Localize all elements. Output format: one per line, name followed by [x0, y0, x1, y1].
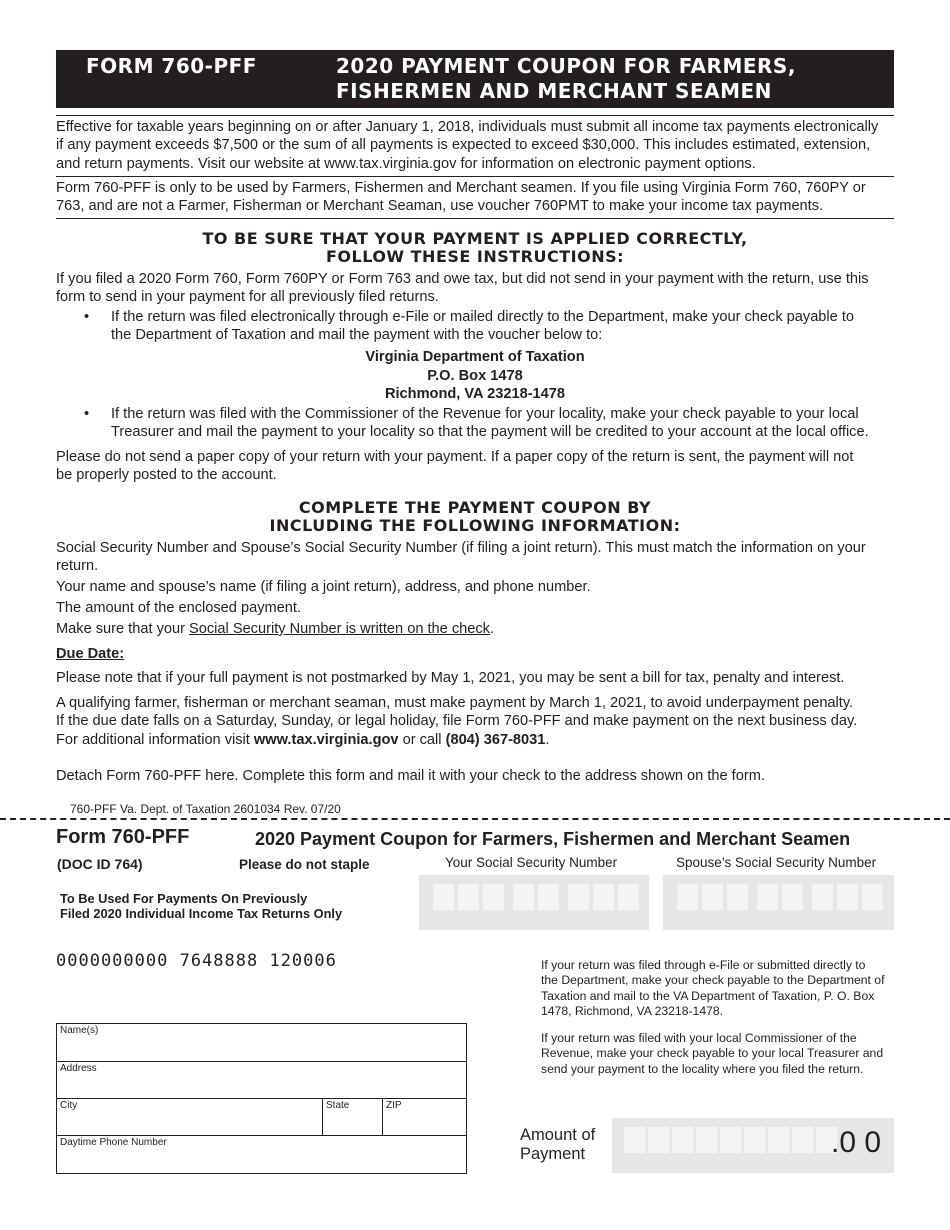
digit-cell	[513, 884, 534, 910]
digit-cell	[458, 884, 479, 910]
website-text: www.tax.virginia.gov	[253, 731, 399, 748]
detach-line	[0, 818, 950, 820]
instructions-heading	[56, 230, 894, 266]
form-header-banner	[56, 50, 894, 108]
ssn-input[interactable]	[419, 875, 649, 930]
text-span: .	[545, 731, 550, 748]
ssn-label: Your Social Security Number	[445, 855, 618, 870]
digit-cell	[672, 1127, 693, 1153]
coupon-form-label: Form 760-PFF	[56, 826, 190, 848]
zip-label: ZIP	[386, 1100, 402, 1111]
form-title-line2: FISHERMEN AND MERCHANT SEAMEN	[336, 79, 772, 103]
text-line: Social Security Number and Spouse’s Social Security Number (if filing a joint return). This must match the information on your	[56, 540, 866, 556]
state-field[interactable]	[323, 1099, 382, 1135]
coupon-info-heading	[56, 499, 894, 535]
instructions-paragraph-2	[56, 448, 896, 485]
digit-cell	[792, 1127, 813, 1153]
coupon-title: 2020 Payment Coupon for Farmers, Fishermen and Merchant Seamen	[255, 829, 851, 849]
text-span: .	[489, 621, 495, 637]
text-line: return.	[56, 558, 99, 575]
city-field[interactable]	[57, 1099, 322, 1135]
instructions-bullet-2	[111, 405, 895, 442]
digit-cell	[624, 1127, 645, 1153]
address-label: Address	[60, 1063, 97, 1074]
divider	[56, 218, 894, 219]
digit-cell	[812, 884, 833, 910]
address-line: Virginia Department of Taxation	[365, 349, 585, 365]
digit-cell	[744, 1127, 765, 1153]
text-line	[56, 731, 896, 749]
text-line: If your return was filed through e-File or submitted directly to	[541, 958, 866, 972]
text-line: Payment	[520, 1145, 586, 1163]
intro-paragraph-2	[56, 179, 896, 216]
text-line: If the return was filed with the Commissioner of the Revenue for your locality, make your check payable to your local	[111, 406, 859, 422]
address-line: P.O. Box 1478	[427, 367, 523, 384]
text-line: Filed 2020 Individual Income Tax Returns Only	[60, 906, 343, 921]
no-staple-notice: Please do not staple	[239, 857, 370, 872]
text-line: the Department of Taxation and mail the payment with the voucher below to:	[111, 327, 603, 344]
form-number: FORM 760-PFF	[86, 54, 257, 78]
coupon-usage-note	[60, 891, 342, 921]
coupon-info-ssn-check	[56, 620, 896, 638]
digit-cell	[618, 884, 639, 910]
heading-line: COMPLETE THE PAYMENT COUPON BY	[298, 498, 652, 517]
name-label: Name(s)	[60, 1025, 99, 1036]
text-line: If the return was filed electronically through e-File or mailed directly to the Department, make your check payable to	[111, 309, 855, 325]
text-line: 763, and are not a Farmer, Fisherman or Merchant Seaman, use voucher 760PMT to make your income tax payments.	[56, 198, 824, 215]
phone-text: (804) 367-8031	[445, 731, 546, 748]
zip-field[interactable]	[383, 1099, 466, 1135]
digit-cell	[696, 1127, 717, 1153]
digit-cell	[593, 884, 614, 910]
digit-cell	[720, 1127, 741, 1153]
instructions-paragraph-1	[56, 270, 896, 307]
text-span: or call	[398, 731, 446, 748]
digit-cell	[538, 884, 559, 910]
text-line: If the due date falls on a Saturday, Sunday, or legal holiday, file Form 760-PFF and make payment on the next business day.	[56, 713, 858, 730]
digit-cell	[433, 884, 454, 910]
text-line: Revenue, make your check payable to your local Treasurer and	[541, 1046, 884, 1061]
mailing-address	[56, 348, 894, 404]
form-title-line1: 2020 PAYMENT COUPON FOR FARMERS,	[336, 54, 796, 78]
digit-cell	[568, 884, 589, 910]
detach-instruction: Detach Form 760-PFF here. Complete this form and mail it with your check to the address shown on the form.	[56, 768, 765, 784]
address-line: Richmond, VA 23218-1478	[384, 386, 566, 402]
digit-cell	[702, 884, 723, 910]
text-line: If you filed a 2020 Form 760, Form 760PY or Form 763 and owe tax, but did not send in your payment with the return, use this	[56, 271, 869, 287]
coupon-info-name: Your name and spouse’s name (if filing a joint return), address, and phone number.	[56, 579, 591, 595]
digit-cell	[727, 884, 748, 910]
local-treasurer-note	[541, 1031, 887, 1077]
scan-line: 0000000000 7648888 120006	[56, 951, 337, 971]
text-line: If your return was filed with your local Commissioner of the	[541, 1031, 857, 1045]
name-field[interactable]	[57, 1024, 466, 1061]
digit-cell	[648, 1127, 669, 1153]
text-line: Amount of	[520, 1126, 596, 1144]
intro-paragraph-1	[56, 118, 896, 173]
text-line: Form 760-PFF is only to be used by Farmers, Fishermen and Merchant seamen. If you file using Virginia Form 760, 760PY or	[56, 180, 866, 196]
text-line: be properly posted to the account.	[56, 467, 277, 484]
address-field[interactable]	[57, 1062, 466, 1098]
text-line: To Be Used For Payments On Previously	[60, 891, 308, 906]
efile-mailing-note	[541, 958, 887, 1019]
divider	[56, 115, 894, 116]
city-label: City	[60, 1100, 78, 1111]
text-span: Make sure that your	[56, 621, 190, 637]
digit-cell	[677, 884, 698, 910]
coupon-info-ssn	[56, 539, 896, 576]
heading-line: INCLUDING THE FOLLOWING INFORMATION:	[269, 516, 681, 535]
text-line: 1478, Richmond, VA 23218-1478.	[541, 1003, 724, 1018]
text-line: and return payments. Visit our website at www.tax.virginia.gov for information on electronic payment options.	[56, 155, 756, 172]
underlined-text: Social Security Number is written on the check	[189, 621, 490, 637]
phone-field[interactable]	[57, 1136, 466, 1173]
digit-cell	[837, 884, 858, 910]
due-date-heading: Due Date:	[56, 646, 125, 662]
due-date-paragraph-1: Please note that if your full payment is not postmarked by May 1, 2021, you may be sent a bill for tax, penalty and interest.	[56, 670, 845, 686]
digit-cell	[768, 1127, 789, 1153]
heading-line: TO BE SURE THAT YOUR PAYMENT IS APPLIED CORRECTLY,	[202, 229, 748, 248]
text-line: Effective for taxable years beginning on or after January 1, 2018, individuals must submit all income tax payments electronically	[56, 119, 879, 135]
divider	[56, 176, 894, 177]
due-date-paragraph-2	[56, 694, 896, 749]
digit-cell	[757, 884, 778, 910]
text-line: the Department, make your check payable to the Department of	[541, 973, 885, 988]
coupon-info-amount: The amount of the enclosed payment.	[56, 600, 302, 616]
amount-input[interactable]	[612, 1118, 894, 1173]
amount-cents: .0 0	[831, 1126, 882, 1159]
text-line: if any payment exceeds $7,500 or the sum of all payments is expected to exceed $30,000. This includes estimated, extension,	[56, 137, 871, 154]
text-line: A qualifying farmer, fisherman or merchant seaman, must make payment by March 1, 2021, to avoid underpayment penalty.	[56, 695, 854, 711]
bullet-marker: •	[84, 406, 90, 422]
amount-label	[520, 1126, 595, 1164]
text-line: Taxation and mail to the VA Department of Taxation, P. O. Box	[541, 988, 875, 1003]
heading-line: FOLLOW THESE INSTRUCTIONS:	[325, 247, 625, 266]
instructions-bullet-1	[111, 308, 895, 345]
spouse-ssn-label: Spouse’s Social Security Number	[676, 855, 877, 870]
digit-cell	[483, 884, 504, 910]
text-line: Please do not send a paper copy of your return with your payment. If a paper copy of the return is sent, the payment will not	[56, 449, 854, 465]
text-line: send your payment to the locality where you filed the return.	[541, 1061, 864, 1076]
doc-id: (DOC ID 764)	[57, 856, 143, 872]
spouse-ssn-input[interactable]	[663, 875, 894, 930]
text-line: form to send in your payment for all previously filed returns.	[56, 289, 439, 306]
phone-label: Daytime Phone Number	[60, 1137, 167, 1148]
taxpayer-info-box	[56, 1023, 467, 1174]
text-span: For additional information visit	[56, 731, 254, 748]
text-line: Treasurer and mail the payment to your locality so that the payment will be credited to your account at the local office.	[111, 424, 869, 441]
bullet-marker: •	[84, 309, 90, 325]
digit-cell	[782, 884, 803, 910]
form-title	[336, 54, 796, 104]
revision-line: 760-PFF Va. Dept. of Taxation 2601034 Rev. 07/20	[70, 802, 341, 816]
state-label: State	[326, 1100, 350, 1111]
digit-cell	[862, 884, 883, 910]
